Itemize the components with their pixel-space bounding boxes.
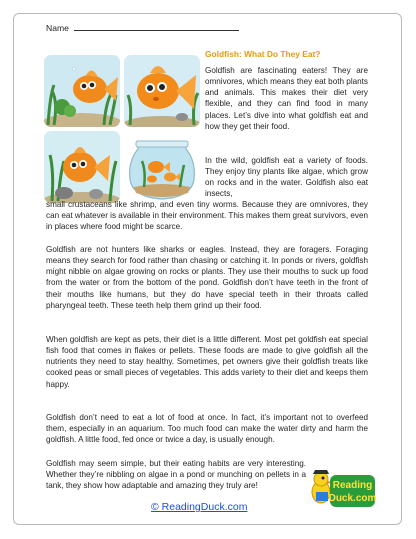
goldfish-bowl-image: [124, 131, 200, 203]
paragraph-intro: Goldfish are fascinating eaters! They are omnivores, which means they eat both plants and animals. This makes their diet very flexible, and they can find food in many places. Let’s dive into what goldfish eat and how they get their food.: [205, 66, 368, 131]
name-line[interactable]: [74, 22, 239, 31]
paragraph-wild-diet-continued: small crustaceans like shrimp, and even tiny worms. Because they are omnivores, they can eat whatever is available in their environment. This makes them great survivors, even in places where food might be scarce.: [46, 200, 368, 232]
goldfish-swimming-image: [124, 55, 200, 127]
paragraph-foraging: Goldfish are not hunters like sharks or eagles. Instead, they are foragers. Foraging means they search for food rather than chasing or catching it. In ponds or rivers, goldfish might nibble on algae growing on rocks or plants. They use their mouths to suck up food from the water or from the bottom of the pond. Goldfish don’t have teeth in the front of their mouths like humans, but they do have special teeth in their throats called pharyngeal teeth. These teeth help them grind up their food.: [46, 245, 368, 310]
name-field[interactable]: [46, 22, 239, 33]
paragraph-conclusion: Goldfish may seem simple, but their eating habits are very interesting. Whether they’re nibbling on algae in a pond or munching on pellets in a tank, they show how adaptable and amazing they truly are!: [46, 459, 306, 491]
goldfish-eating-plants-image: [44, 55, 120, 127]
goldfish-illustration: [44, 55, 201, 203]
paragraph-wild-diet: In the wild, goldfish eat a variety of foods. They enjoy tiny plants like algae, which grow on rocks and in the water. Goldfish also eat insects,: [205, 156, 368, 199]
logo-line1: Reading: [332, 480, 373, 491]
name-label: Name: [46, 23, 69, 33]
paragraph-overfeeding: Goldfish don’t need to eat a lot of food at once. In fact, it’s important not to overfeed them, especially in an aquarium. Too much food can make the water dirty and harm the goldfish. A little food, fed once or twice a day, is usually enough.: [46, 413, 368, 445]
article-title: Goldfish: What Do They Eat?: [205, 49, 321, 59]
paragraph-pet-diet: When goldfish are kept as pets, their diet is a little different. Most pet goldfish eat special fish food that comes in flakes or pellets. These foods are made to give goldfish all the nutrients they need to stay healthy. Sometimes, pet owners give their goldfish treats like cooked peas or small pieces of vegetables. This adds variety to their diet and keeps them happy.: [46, 335, 368, 389]
goldfish-near-rocks-image: [44, 131, 120, 203]
readingduck-logo: [310, 466, 376, 518]
logo-line2: Duck.com: [328, 493, 376, 504]
readingduck-link[interactable]: © ReadingDuck.com: [151, 501, 248, 513]
